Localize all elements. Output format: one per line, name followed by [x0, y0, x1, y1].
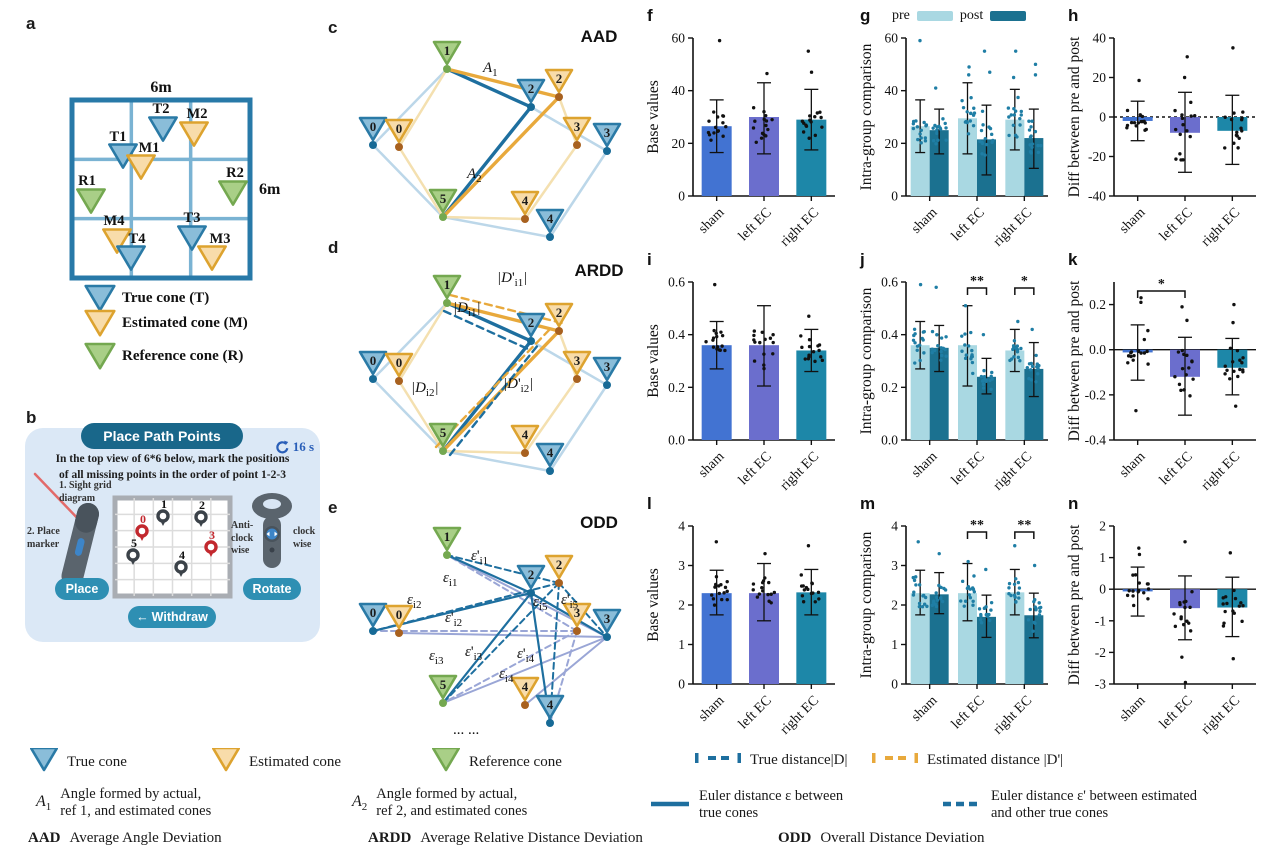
svg-text:A1​: $A_1$ [483, 60, 498, 79]
legend-pre-swatch [917, 11, 953, 21]
svg-text:True cone (T): True cone (T) [122, 290, 210, 306]
svg-text:4: 4 [521, 679, 529, 694]
a1-symbol: $A_1$ [36, 793, 52, 814]
svg-text:-3: -3 [1094, 676, 1106, 692]
svg-text:left EC: left EC [1156, 205, 1196, 245]
svg-text:ε'i5​: $\varepsilon'_{i5}$ [561, 592, 579, 611]
panel-g-letter: g [860, 6, 871, 25]
svg-text:0: 0 [678, 676, 685, 692]
svg-text:4: 4 [546, 697, 554, 712]
svg-text:left EC: left EC [948, 205, 988, 245]
svg-text:Reference cone (R): Reference cone (R) [122, 348, 244, 364]
panel-f [645, 8, 850, 248]
panel-c-letter: c [328, 18, 338, 37]
svg-text:0: 0 [369, 353, 377, 368]
svg-text:20: 20 [1092, 70, 1106, 85]
svg-text:left EC: left EC [948, 449, 988, 489]
panel-d-diagram [335, 246, 640, 486]
a2-symbol: $A_2$ [352, 793, 368, 814]
svg-text:Base values: Base values [645, 568, 662, 642]
svg-text:1: 1 [891, 637, 898, 652]
panel-b-vr-card [25, 428, 320, 642]
svg-text:3: 3 [603, 359, 611, 374]
svg-text:2: 2 [555, 71, 563, 86]
svg-text:3: 3 [573, 119, 581, 134]
svg-text:1: 1 [443, 277, 451, 292]
svg-text:40: 40 [671, 83, 685, 99]
svg-text:**: ** [1017, 518, 1032, 533]
svg-text:εi4​: $\varepsilon_{i4}$ [499, 666, 514, 685]
svg-text:T3: T3 [183, 210, 201, 226]
svg-text:-40: -40 [1088, 188, 1106, 204]
svg-text:left EC: left EC [948, 693, 988, 733]
chart-j-svg [858, 266, 1063, 504]
left-controller-icon [59, 501, 101, 590]
svg-text:εi5​: $\varepsilon_{i5}$ [533, 594, 548, 613]
svg-text:4: 4 [521, 427, 529, 442]
euler-dashed-line-icon [942, 797, 982, 814]
svg-text:ARDD: ARDD [574, 261, 624, 280]
panel-d-letter: d [328, 238, 339, 257]
svg-text:2: 2 [555, 305, 563, 320]
legend-post-swatch [990, 11, 1026, 21]
svg-text:Diff between pre and post: Diff between pre and post [1066, 524, 1083, 686]
svg-text:right EC: right EC [1198, 693, 1244, 738]
chart-n-svg [1066, 510, 1269, 748]
panel-m-letter: m [860, 494, 876, 513]
panel-a-diagram [20, 36, 320, 386]
reference-cone-icon [432, 748, 460, 777]
svg-text:right EC: right EC [1198, 449, 1244, 494]
svg-text:3: 3 [573, 605, 581, 620]
svg-text:sham: sham [1116, 693, 1149, 725]
svg-text:5: 5 [439, 677, 447, 692]
label-clockwise: clock wise [293, 526, 316, 550]
euler-solid-line-icon [650, 797, 690, 814]
legend-reference-cone: Reference cone [432, 748, 562, 777]
svg-text:sham: sham [695, 449, 728, 481]
svg-text:Estimated cone (M): Estimated cone (M) [122, 315, 248, 331]
svg-text:0: 0 [395, 355, 403, 370]
svg-text:-20: -20 [1088, 149, 1106, 164]
svg-text:-0.4: -0.4 [1084, 432, 1106, 448]
svg-text:0.2: 0.2 [668, 379, 685, 395]
legend-true-distance: True distance|D| [695, 752, 848, 769]
svg-text:0: 0 [1099, 581, 1106, 597]
svg-text:0.0: 0.0 [1089, 342, 1106, 358]
svg-text:40: 40 [1092, 30, 1106, 46]
withdraw-button[interactable]: ← Withdraw [128, 606, 216, 628]
svg-text:1: 1 [161, 497, 167, 511]
svg-text:0.2: 0.2 [881, 379, 898, 395]
diagram-e-svg [335, 498, 640, 750]
svg-text:ε'i4​: $\varepsilon'_{i4}$ [517, 646, 535, 665]
svg-text:|Di2​|: $|D_{i2}|$ [411, 380, 439, 399]
svg-text:3: 3 [209, 528, 215, 542]
svg-text:2: 2 [1099, 518, 1106, 534]
svg-text:Intra-group comparison: Intra-group comparison [858, 531, 875, 679]
svg-text:20: 20 [671, 135, 685, 151]
svg-text:sham: sham [1116, 449, 1149, 481]
svg-text:Intra-group comparison: Intra-group comparison [858, 287, 875, 435]
chart-m-svg [858, 510, 1063, 748]
svg-text:sham: sham [1116, 205, 1149, 237]
place-button[interactable]: Place [55, 578, 109, 600]
legend-estimated-cone: Estimated cone [212, 748, 341, 777]
panel-c-diagram [335, 12, 640, 252]
panel-l [645, 496, 850, 736]
svg-text:-1: -1 [1094, 613, 1106, 629]
svg-text:T4: T4 [128, 231, 146, 247]
pre-post-legend [892, 8, 1026, 24]
svg-text:right EC: right EC [777, 449, 823, 494]
svg-text:sham: sham [695, 205, 728, 237]
chart-h-svg [1066, 22, 1269, 260]
panel-e-letter: e [328, 498, 338, 517]
estimated-distance-icon [872, 752, 918, 769]
chart-k-svg [1066, 266, 1269, 504]
svg-text:right EC: right EC [990, 205, 1036, 250]
svg-text:3: 3 [573, 353, 581, 368]
svg-text:sham: sham [695, 693, 728, 725]
svg-text:A2​: $A_2$ [467, 166, 482, 185]
legend-pre-label: pre [892, 8, 910, 23]
svg-text:0: 0 [369, 119, 377, 134]
svg-text:sham: sham [908, 693, 941, 725]
legend-ardd: ARDD Average Relative Distance Deviation [368, 830, 643, 846]
svg-text:0: 0 [140, 512, 146, 526]
legend-euler-solid: Euler distance ε between true cones [650, 788, 843, 822]
svg-text:4: 4 [546, 211, 554, 226]
svg-text:M3: M3 [209, 231, 231, 247]
svg-text:2: 2 [891, 597, 898, 613]
panel-n [1066, 496, 1269, 736]
label-sight-grid: 1. Sight grid diagram [59, 480, 112, 504]
svg-text:0.4: 0.4 [881, 327, 898, 343]
svg-text:εi3​: $\varepsilon_{i3}$ [429, 648, 444, 667]
panel-b-letter: b [26, 408, 37, 427]
svg-text:0.0: 0.0 [881, 432, 898, 448]
svg-text:T1: T1 [109, 129, 127, 145]
panel-i [645, 252, 850, 492]
legend-post-label: post [959, 8, 984, 23]
svg-text:T2: T2 [152, 101, 170, 117]
svg-text:3: 3 [891, 558, 898, 573]
timer-text: 16 s [292, 439, 314, 454]
panel-f-letter: f [647, 6, 653, 25]
svg-text:1: 1 [443, 43, 451, 58]
svg-text:left EC: left EC [1156, 449, 1196, 489]
svg-text:left EC: left EC [735, 205, 775, 245]
chart-l-svg [645, 510, 850, 748]
svg-text:0: 0 [891, 676, 898, 692]
svg-text:right EC: right EC [990, 449, 1036, 494]
svg-text:60: 60 [884, 30, 898, 46]
svg-text:2: 2 [527, 315, 535, 330]
svg-text:5: 5 [439, 191, 447, 206]
svg-text:Intra-group comparison: Intra-group comparison [858, 43, 875, 191]
panel-g [858, 8, 1063, 248]
svg-text:2: 2 [555, 557, 563, 572]
chart-g-svg [858, 22, 1063, 260]
svg-text:2: 2 [678, 597, 685, 613]
svg-text:ε'i2​: $\varepsilon'_{i2}$ [445, 610, 463, 629]
diagram-d-svg [335, 246, 640, 481]
svg-text:-0.2: -0.2 [1084, 387, 1106, 403]
svg-text:right EC: right EC [777, 205, 823, 250]
svg-text:left EC: left EC [735, 449, 775, 489]
panel-m [858, 496, 1063, 736]
svg-text:0: 0 [395, 121, 403, 136]
back-arrow-icon: ← [136, 610, 149, 624]
svg-text:M4: M4 [103, 213, 125, 229]
svg-text:0.6: 0.6 [881, 274, 898, 290]
panel-j [858, 252, 1063, 492]
panel-a-letter: a [26, 14, 36, 33]
svg-text:εi1​: $\varepsilon_{i1}$ [443, 570, 458, 589]
legend-estimated-distance: Estimated distance |D'| [872, 752, 1063, 769]
estimated-cone-icon [212, 748, 240, 777]
svg-text:-2: -2 [1094, 644, 1106, 660]
diagram-c-svg [335, 12, 640, 247]
label-anticlockwise: Anti- clock wise [231, 520, 254, 556]
svg-text:Base values: Base values [645, 324, 662, 398]
svg-text:ODD: ODD [580, 513, 618, 532]
svg-text:**: ** [970, 274, 984, 289]
svg-text:Diff between pre and post: Diff between pre and post [1066, 280, 1083, 442]
legend-a2: $A_2$ Angle formed by actual, ref 2, and estimated cones [352, 786, 528, 820]
svg-text:sham: sham [908, 205, 941, 237]
svg-text:6m: 6m [150, 79, 172, 96]
svg-text:0.6: 0.6 [668, 274, 685, 290]
svg-text:2: 2 [527, 567, 535, 582]
svg-text:4: 4 [521, 193, 529, 208]
panel-a-svg [20, 36, 320, 381]
svg-text:1: 1 [443, 529, 451, 544]
rotate-button[interactable]: Rotate [243, 578, 301, 600]
svg-text:0: 0 [891, 188, 898, 204]
svg-text:|D'i1​|: $|D'_{i1}|$ [497, 270, 528, 289]
svg-text:right EC: right EC [777, 693, 823, 738]
chart-f-svg [645, 22, 850, 260]
svg-text:0.4: 0.4 [668, 327, 685, 343]
svg-text:4: 4 [179, 548, 185, 562]
svg-text:*: * [1157, 277, 1165, 293]
svg-text:60: 60 [671, 30, 685, 46]
svg-text:0: 0 [395, 607, 403, 622]
svg-text:εi2​: $\varepsilon_{i2}$ [407, 592, 422, 611]
svg-text:5: 5 [131, 536, 137, 550]
legend-aad: AAD Average Angle Deviation [28, 830, 222, 846]
panel-e-diagram [335, 498, 640, 755]
svg-text:ε'i1​: $\varepsilon'_{i1}$ [471, 548, 489, 567]
panel-j-letter: j [860, 250, 865, 269]
panel-i-letter: i [647, 250, 652, 269]
true-cone-icon [30, 748, 58, 777]
task-instructions: In the top view of 6*6 below, mark the positions of all missing points in the order of point 1-2-3 [55, 453, 290, 481]
svg-text:20: 20 [884, 135, 898, 151]
svg-text:3: 3 [678, 558, 685, 573]
svg-text:3: 3 [603, 125, 611, 140]
svg-text:1: 1 [1099, 550, 1106, 566]
chart-i-svg [645, 266, 850, 504]
svg-text:**: ** [970, 518, 984, 533]
svg-text:M1: M1 [138, 140, 160, 156]
panel-h-letter: h [1068, 6, 1079, 25]
svg-text:3: 3 [603, 611, 611, 626]
svg-text:0.0: 0.0 [668, 432, 685, 448]
svg-text:0: 0 [369, 605, 377, 620]
svg-text:40: 40 [884, 83, 898, 99]
svg-text:|Di1​|: $|D_{i1}|$ [453, 300, 481, 319]
right-controller-icon [252, 493, 292, 568]
svg-text:0: 0 [1099, 109, 1106, 125]
legend-euler-dashed: Euler distance ε' between estimated and other true cones [942, 788, 1197, 822]
svg-text:5: 5 [439, 425, 447, 440]
label-place-marker: 2. Place marker [27, 526, 60, 550]
svg-text:4: 4 [546, 445, 554, 460]
svg-text:sham: sham [908, 449, 941, 481]
svg-text:R2: R2 [226, 165, 244, 181]
svg-text:ε'i3​: $\varepsilon'_{i3}$ [465, 644, 483, 663]
svg-text:2: 2 [199, 498, 205, 512]
svg-text:0: 0 [678, 188, 685, 204]
svg-text:Base values: Base values [645, 80, 662, 154]
panel-k [1066, 252, 1269, 492]
panel-h [1066, 8, 1269, 248]
legend-odd: ODD Overall Distance Deviation [778, 830, 985, 846]
svg-text:left EC: left EC [1156, 693, 1196, 733]
legend-true-cone: True cone [30, 748, 127, 777]
svg-text:0.2: 0.2 [1089, 297, 1106, 313]
svg-text:*: * [1020, 274, 1028, 289]
svg-text:right EC: right EC [990, 693, 1036, 738]
svg-text:R1: R1 [78, 173, 96, 189]
svg-text:6m: 6m [259, 181, 281, 198]
svg-text:... ...: ... ... [453, 722, 480, 738]
legend-a1: $A_1$ Angle formed by actual, ref 1, and estimated cones [36, 786, 212, 820]
panel-n-letter: n [1068, 494, 1079, 513]
panel-b-title-banner: Place Path Points [81, 423, 243, 449]
true-distance-icon [695, 752, 741, 769]
svg-text:2: 2 [527, 81, 535, 96]
svg-text:AAD: AAD [580, 27, 618, 46]
svg-text:1: 1 [678, 637, 685, 652]
svg-text:M2: M2 [186, 106, 208, 122]
panel-k-letter: k [1068, 250, 1078, 269]
svg-text:right EC: right EC [1198, 205, 1244, 250]
svg-text:left EC: left EC [735, 693, 775, 733]
panel-l-letter: l [647, 494, 652, 513]
svg-text:4: 4 [678, 518, 685, 534]
svg-text:4: 4 [891, 518, 898, 534]
svg-text:Diff between pre and post: Diff between pre and post [1066, 36, 1083, 198]
svg-text:|D'i2​|: $|D'_{i2}|$ [503, 376, 534, 395]
